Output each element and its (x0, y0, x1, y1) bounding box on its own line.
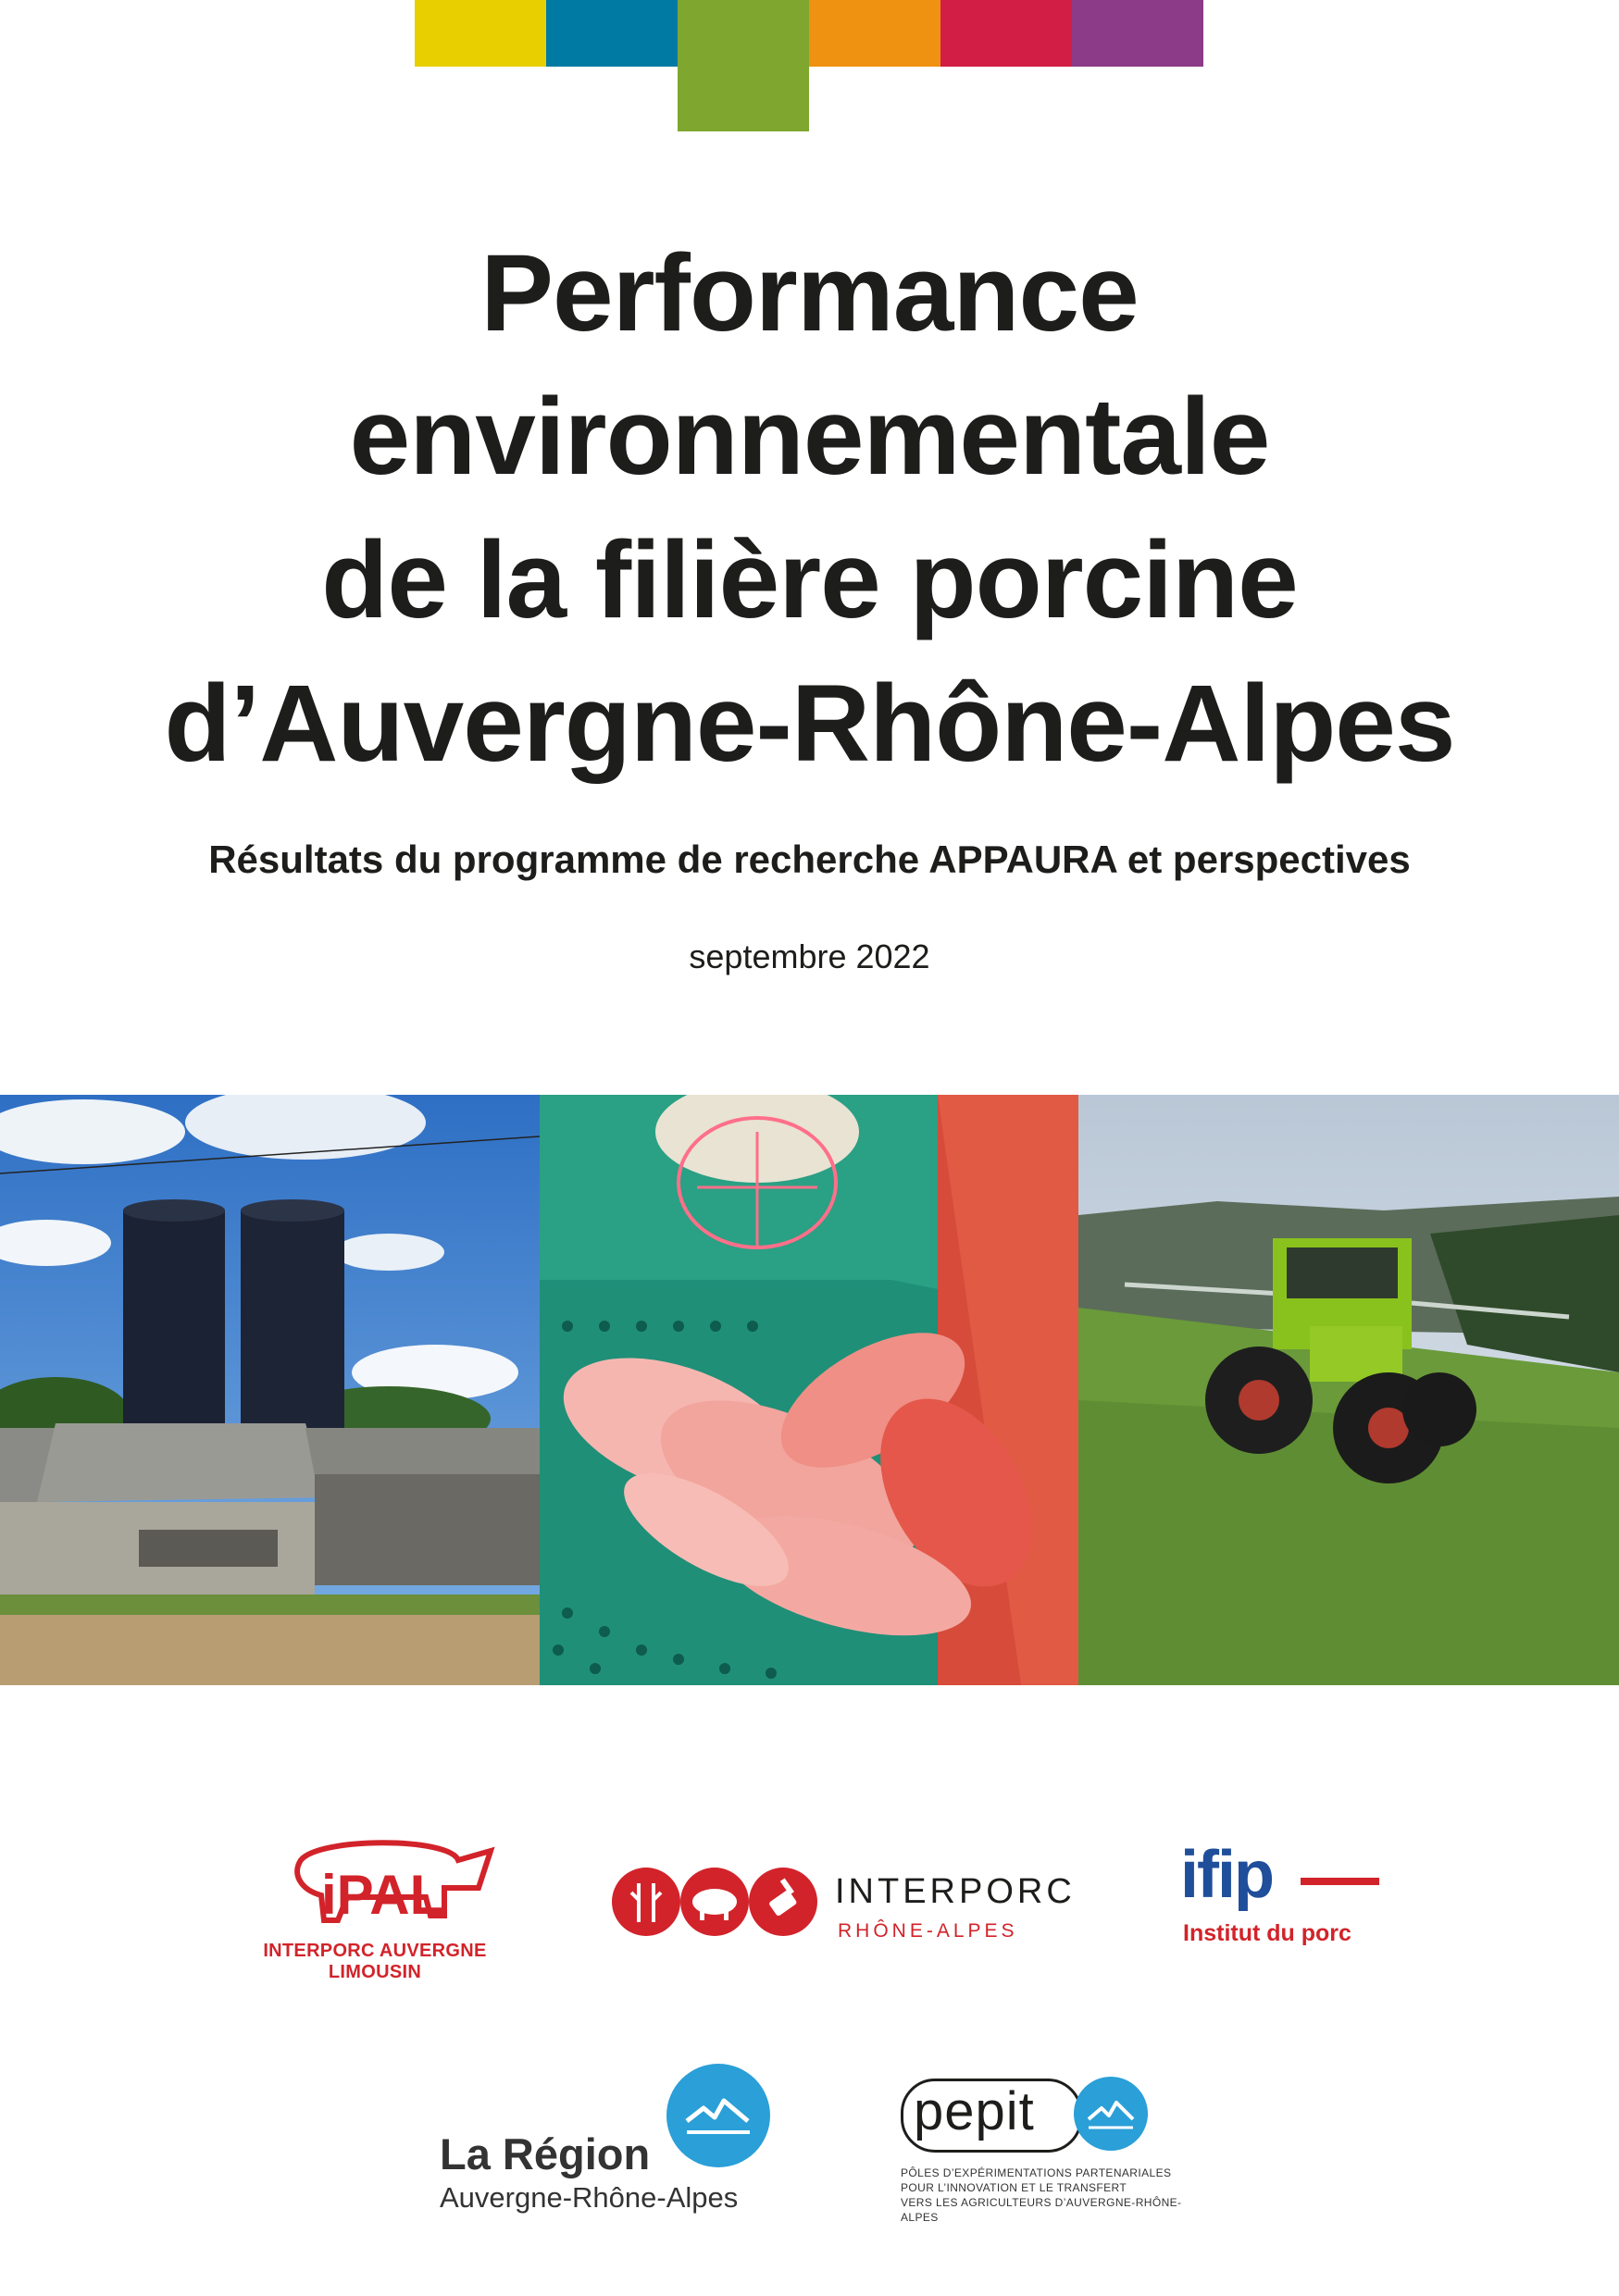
pepit-logo (893, 2073, 1189, 2224)
ipal-mark: iPAL (321, 1864, 444, 1926)
page-title (0, 222, 1619, 796)
ipal-caption: INTERPORC AUVERGNE LIMOUSIN (263, 1941, 487, 1982)
region-mountain-icon (666, 2064, 770, 2167)
ifip-logo (1180, 1837, 1384, 1957)
interporc-region: RHÔNE-ALPES (838, 1920, 1018, 1942)
color-block-orange (809, 0, 940, 67)
pepit-mountain-icon (1074, 2077, 1148, 2151)
color-block-blue (546, 0, 678, 67)
title-line: environnementale (349, 376, 1270, 498)
interporc-name: INTERPORC (835, 1872, 1076, 1911)
title-line: Performance (480, 232, 1139, 354)
photo-farm-buildings (0, 1095, 540, 1685)
ipal-pig-icon (236, 1832, 514, 1934)
color-block-yellow (415, 0, 546, 67)
photo-tractor (1078, 1095, 1619, 1685)
region-logo (435, 2059, 796, 2216)
pepit-desc-line: VERS LES AGRICULTEURS D’AUVERGNE-RHÔNE-ALPES (901, 2196, 1182, 2224)
interporc-mark (611, 1855, 833, 1948)
ipal-logo (236, 1832, 514, 1982)
subtitle: Résultats du programme de recherche APPAURA et perspectives (208, 838, 1411, 881)
pepit-name: pepit (914, 2081, 1035, 2141)
title-line: d’Auvergne-Rhône-Alpes (164, 663, 1455, 785)
interporc-logo (611, 1855, 1076, 1948)
pepit-description (901, 2166, 1197, 2225)
title-line: de la filière porcine (321, 519, 1298, 641)
region-line2: Auvergne-Rhône-Alpes (440, 2181, 739, 2214)
color-block-purple (1072, 0, 1203, 67)
ifip-tagline: Institut du porc (1183, 1920, 1351, 1946)
ifip-name: ifip (1180, 1838, 1273, 1912)
color-block-red (940, 0, 1072, 67)
region-line1: La Région (440, 2129, 651, 2178)
color-block-green (678, 0, 809, 131)
photo-piglets (540, 1095, 1078, 1685)
color-bar (415, 0, 1203, 133)
pepit-desc-line: POUR L’INNOVATION ET LE TRANSFERT (901, 2181, 1127, 2194)
publication-date: septembre 2022 (689, 937, 930, 975)
pepit-desc-line: PÔLES D’EXPÉRIMENTATIONS PARTENARIALES (901, 2166, 1172, 2179)
ifip-dash (1301, 1878, 1379, 1885)
